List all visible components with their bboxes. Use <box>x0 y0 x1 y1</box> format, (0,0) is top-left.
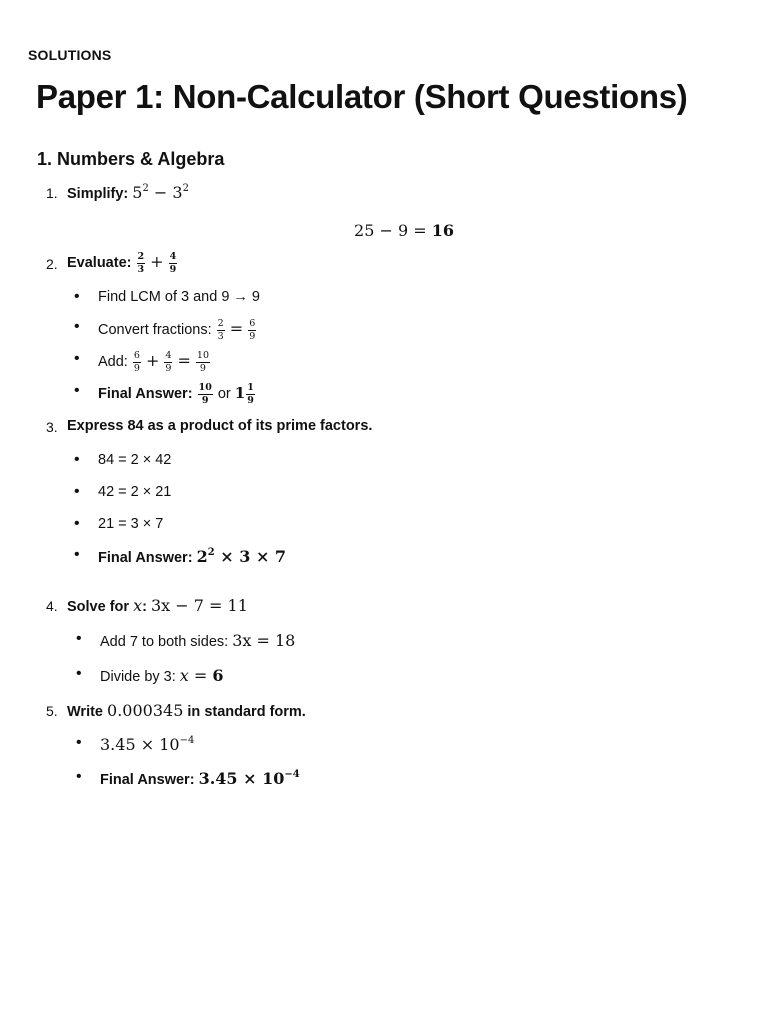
q1-number: 1. <box>46 185 58 201</box>
q2-label: Evaluate: <box>67 255 132 271</box>
q1-expression: $5^2 - 3^2$ <box>132 183 189 202</box>
q3-step-1: • 84 = 2 × 42 <box>98 452 171 468</box>
q2-question <box>67 252 178 274</box>
q2-step-add: • Add: $\frac{6}{9}$ + $\frac{4}{9}$ = $\frac{10}{9}$ <box>98 351 211 373</box>
q4-question: Solve for x: 3x − 7 = 11 <box>67 596 248 615</box>
section-title: 1. Numbers & Algebra <box>37 149 225 169</box>
q3-question: Express 84 as a product of its prime factors. <box>67 418 373 434</box>
q3-number: 3. <box>46 419 58 435</box>
q2-final-answer: • Final Answer: $\frac{10}{9}$ or 1 $\frac{1}{9}$ <box>98 383 256 405</box>
q1-result <box>0 221 768 240</box>
q4-step-add: • Add 7 to both sides: 3x = 18 <box>100 631 295 650</box>
q2-plus: + <box>150 252 164 271</box>
q3-step-3: • 21 = 3 × 7 <box>98 516 163 532</box>
q5-question: Write 0.000345 in standard form. <box>67 701 306 720</box>
q2-fraction-a: $\frac{2}{3}$ <box>137 251 145 275</box>
q2-number: 2. <box>46 256 58 272</box>
q1-result-answer: 16 <box>431 221 454 240</box>
solutions-label: SOLUTIONS <box>28 47 112 63</box>
q5-number: 5. <box>46 703 58 719</box>
q5-final-answer: • Final Answer: $3.45 \times 10^{-4}$ <box>100 769 300 788</box>
q5-step-standard-form: • $3.45 \times 10^{-4}$ <box>100 735 194 754</box>
q2-step-lcm: • Find LCM of 3 and 9 → 9 <box>98 289 260 305</box>
q4-number: 4. <box>46 598 58 614</box>
q4-step-divide: • Divide by 3: x = 6 <box>100 666 224 685</box>
q2-fraction-b: $\frac{4}{9}$ <box>169 251 177 275</box>
q1-label: Simplify: <box>67 186 129 202</box>
q1-question <box>67 183 189 202</box>
q2-step-convert: • Convert fractions: $\frac{2}{3}$ = $\frac{6}{9}$ <box>98 319 257 341</box>
q3-step-2: • 42 = 2 × 21 <box>98 484 171 500</box>
page-title: Paper 1: Non-Calculator (Short Questions) <box>36 78 688 115</box>
q3-final-answer: • Final Answer: $2^2 \times 3 \times 7$ <box>98 547 286 566</box>
q1-result-lhs: 25 − 9 = <box>354 221 432 240</box>
